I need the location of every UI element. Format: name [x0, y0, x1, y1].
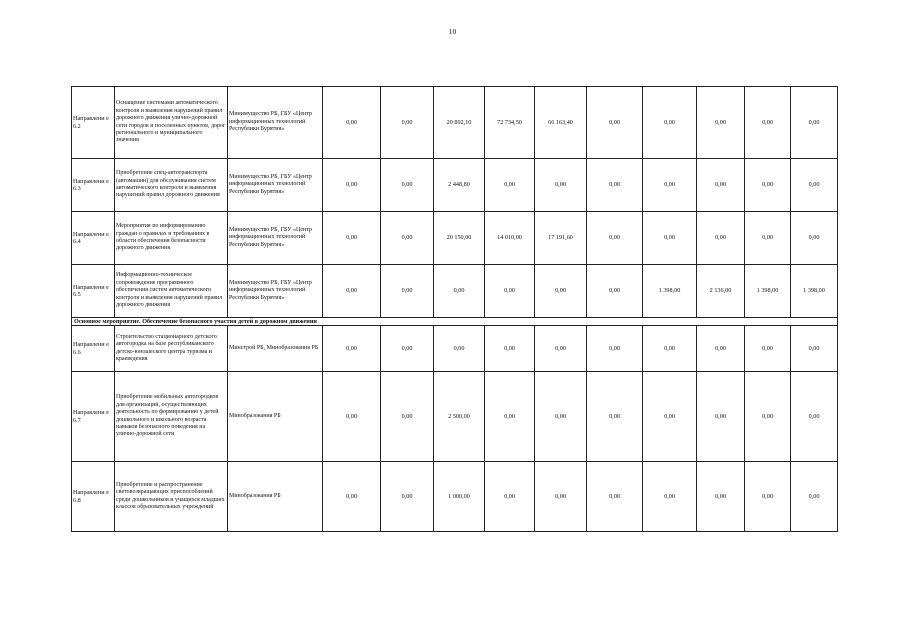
- row-executor: Минимущество РБ, ГБУ «Центр информационных технологий Республики Бурятия»: [228, 265, 323, 318]
- value-cell: 0,00: [587, 159, 643, 212]
- value-cell: 0,00: [323, 372, 381, 462]
- row-code: Направлени е 6.6: [72, 326, 115, 372]
- value-cell: 0,00: [381, 159, 434, 212]
- value-cell: 0,00: [745, 462, 791, 532]
- value-cell: 0,00: [791, 87, 838, 159]
- value-cell: 0,00: [587, 462, 643, 532]
- row-executor: Минстрой РБ, Минобразования РБ: [228, 326, 323, 372]
- value-cell: 0,00: [745, 87, 791, 159]
- section-title: Основное мероприятие. Обеспечение безопасного участия детей в дорожном движении: [72, 318, 838, 326]
- value-cell: 0,00: [643, 159, 697, 212]
- value-cell: 0,00: [745, 372, 791, 462]
- value-cell: 0,00: [745, 212, 791, 265]
- table-row: [72, 326, 838, 372]
- value-cell: 0,00: [697, 212, 745, 265]
- value-cell: 0,00: [535, 159, 587, 212]
- value-cell: 0,00: [485, 462, 535, 532]
- table-row: [72, 265, 838, 318]
- row-executor: Минимущество РБ, ГБУ «Центр информационных технологий Республики Бурятия»: [228, 212, 323, 265]
- page-number: 10: [448, 27, 457, 36]
- value-cell: 1 398,00: [745, 265, 791, 318]
- value-cell: 0,00: [434, 326, 485, 372]
- value-cell: 2 136,00: [697, 265, 745, 318]
- value-cell: 0,00: [587, 372, 643, 462]
- row-executor: Минимущество РБ, ГБУ «Центр информационных технологий Республики Бурятия»: [228, 87, 323, 159]
- row-description: Мероприятия по информированию граждан о правилах и требованиях в области обеспечения безопасности дорожного движения: [115, 212, 228, 265]
- value-cell: 0,00: [587, 265, 643, 318]
- value-cell: 0,00: [587, 87, 643, 159]
- row-code: Направлени е 6.5: [72, 265, 115, 318]
- value-cell: 17 191,60: [535, 212, 587, 265]
- value-cell: 72 734,50: [485, 87, 535, 159]
- value-cell: 0,00: [485, 265, 535, 318]
- value-cell: 0,00: [643, 212, 697, 265]
- value-cell: 0,00: [381, 265, 434, 318]
- value-cell: 0,00: [535, 462, 587, 532]
- row-code: Направлени е 6.4: [72, 212, 115, 265]
- value-cell: 0,00: [697, 159, 745, 212]
- table-row: [72, 212, 838, 265]
- value-cell: 0,00: [323, 462, 381, 532]
- value-cell: 1 398,00: [643, 265, 697, 318]
- section-header-row: [72, 318, 838, 326]
- row-description: Строительство стационарного детского автогородка на базе республиканского детско-юношеского центра туризма и краеведения: [115, 326, 228, 372]
- value-cell: 1 398,00: [791, 265, 838, 318]
- value-cell: 0,00: [381, 212, 434, 265]
- value-cell: 0,00: [697, 87, 745, 159]
- table-row: [72, 87, 838, 159]
- value-cell: 0,00: [485, 159, 535, 212]
- value-cell: 0,00: [323, 87, 381, 159]
- value-cell: 0,00: [643, 87, 697, 159]
- value-cell: 20 150,00: [434, 212, 485, 265]
- row-description: Информационно-техническое сопровождение программного обеспечения систем автоматического контроля и выявления нарушений правил дорожного движения: [115, 265, 228, 318]
- row-code: Направлени е 6.8: [72, 462, 115, 532]
- value-cell: 0,00: [535, 372, 587, 462]
- value-cell: 0,00: [587, 212, 643, 265]
- value-cell: 0,00: [381, 462, 434, 532]
- table-row: [72, 462, 838, 532]
- value-cell: 14 010,00: [485, 212, 535, 265]
- value-cell: 0,00: [323, 265, 381, 318]
- value-cell: 0,00: [381, 326, 434, 372]
- value-cell: 0,00: [745, 326, 791, 372]
- row-code: Направлени е 6.2: [72, 87, 115, 159]
- value-cell: 0,00: [587, 326, 643, 372]
- row-code: Направлени е 6.3: [72, 159, 115, 212]
- row-description: Приобретение и распространение световозвращающих приспособлений среди дошкольников и учащихся младших классов образовательных учреждений: [115, 462, 228, 532]
- value-cell: 0,00: [697, 372, 745, 462]
- value-cell: 0,00: [323, 159, 381, 212]
- value-cell: 0,00: [697, 462, 745, 532]
- value-cell: 0,00: [434, 265, 485, 318]
- value-cell: 0,00: [791, 159, 838, 212]
- value-cell: 0,00: [485, 372, 535, 462]
- row-code: Направлени е 6.7: [72, 372, 115, 462]
- value-cell: 0,00: [791, 462, 838, 532]
- value-cell: 20 892,10: [434, 87, 485, 159]
- value-cell: 2 448,80: [434, 159, 485, 212]
- value-cell: 0,00: [697, 326, 745, 372]
- value-cell: 0,00: [381, 372, 434, 462]
- table-row: [72, 159, 838, 212]
- budget-table: [71, 86, 838, 532]
- value-cell: 0,00: [485, 326, 535, 372]
- value-cell: 0,00: [323, 326, 381, 372]
- value-cell: 0,00: [643, 372, 697, 462]
- value-cell: 66 163,40: [535, 87, 587, 159]
- value-cell: 2 500,00: [434, 372, 485, 462]
- value-cell: 0,00: [535, 326, 587, 372]
- value-cell: 0,00: [791, 372, 838, 462]
- row-executor: Минобразования РБ: [228, 372, 323, 462]
- value-cell: 0,00: [791, 212, 838, 265]
- row-executor: Минимущество РБ, ГБУ «Центр информационных технологий Республики Бурятия»: [228, 159, 323, 212]
- value-cell: 0,00: [791, 326, 838, 372]
- value-cell: 0,00: [323, 212, 381, 265]
- row-description: Приобретение спец-автотранспорта (автомашин) для обслуживания систем автоматического контроля и выявления нарушений правил дорожного движения: [115, 159, 228, 212]
- value-cell: 0,00: [745, 159, 791, 212]
- table-row: [72, 372, 838, 462]
- value-cell: 0,00: [381, 87, 434, 159]
- value-cell: 0,00: [535, 265, 587, 318]
- row-description: Оснащение системами автоматического контроля и выявления нарушений правил дорожного движения улично-дорожной сети городов и поселенных пунктов, дорог регионального и муниципального значения: [115, 87, 228, 159]
- value-cell: 0,00: [643, 326, 697, 372]
- row-description: Приобретение мобильных автогородков для организаций, осуществляющих деятельность по формированию у детей дошкольного и школьного возраста навыков безопасного поведения на улично-дорожной сети: [115, 372, 228, 462]
- value-cell: 0,00: [643, 462, 697, 532]
- value-cell: 1 000,00: [434, 462, 485, 532]
- row-executor: Минобразования РБ: [228, 462, 323, 532]
